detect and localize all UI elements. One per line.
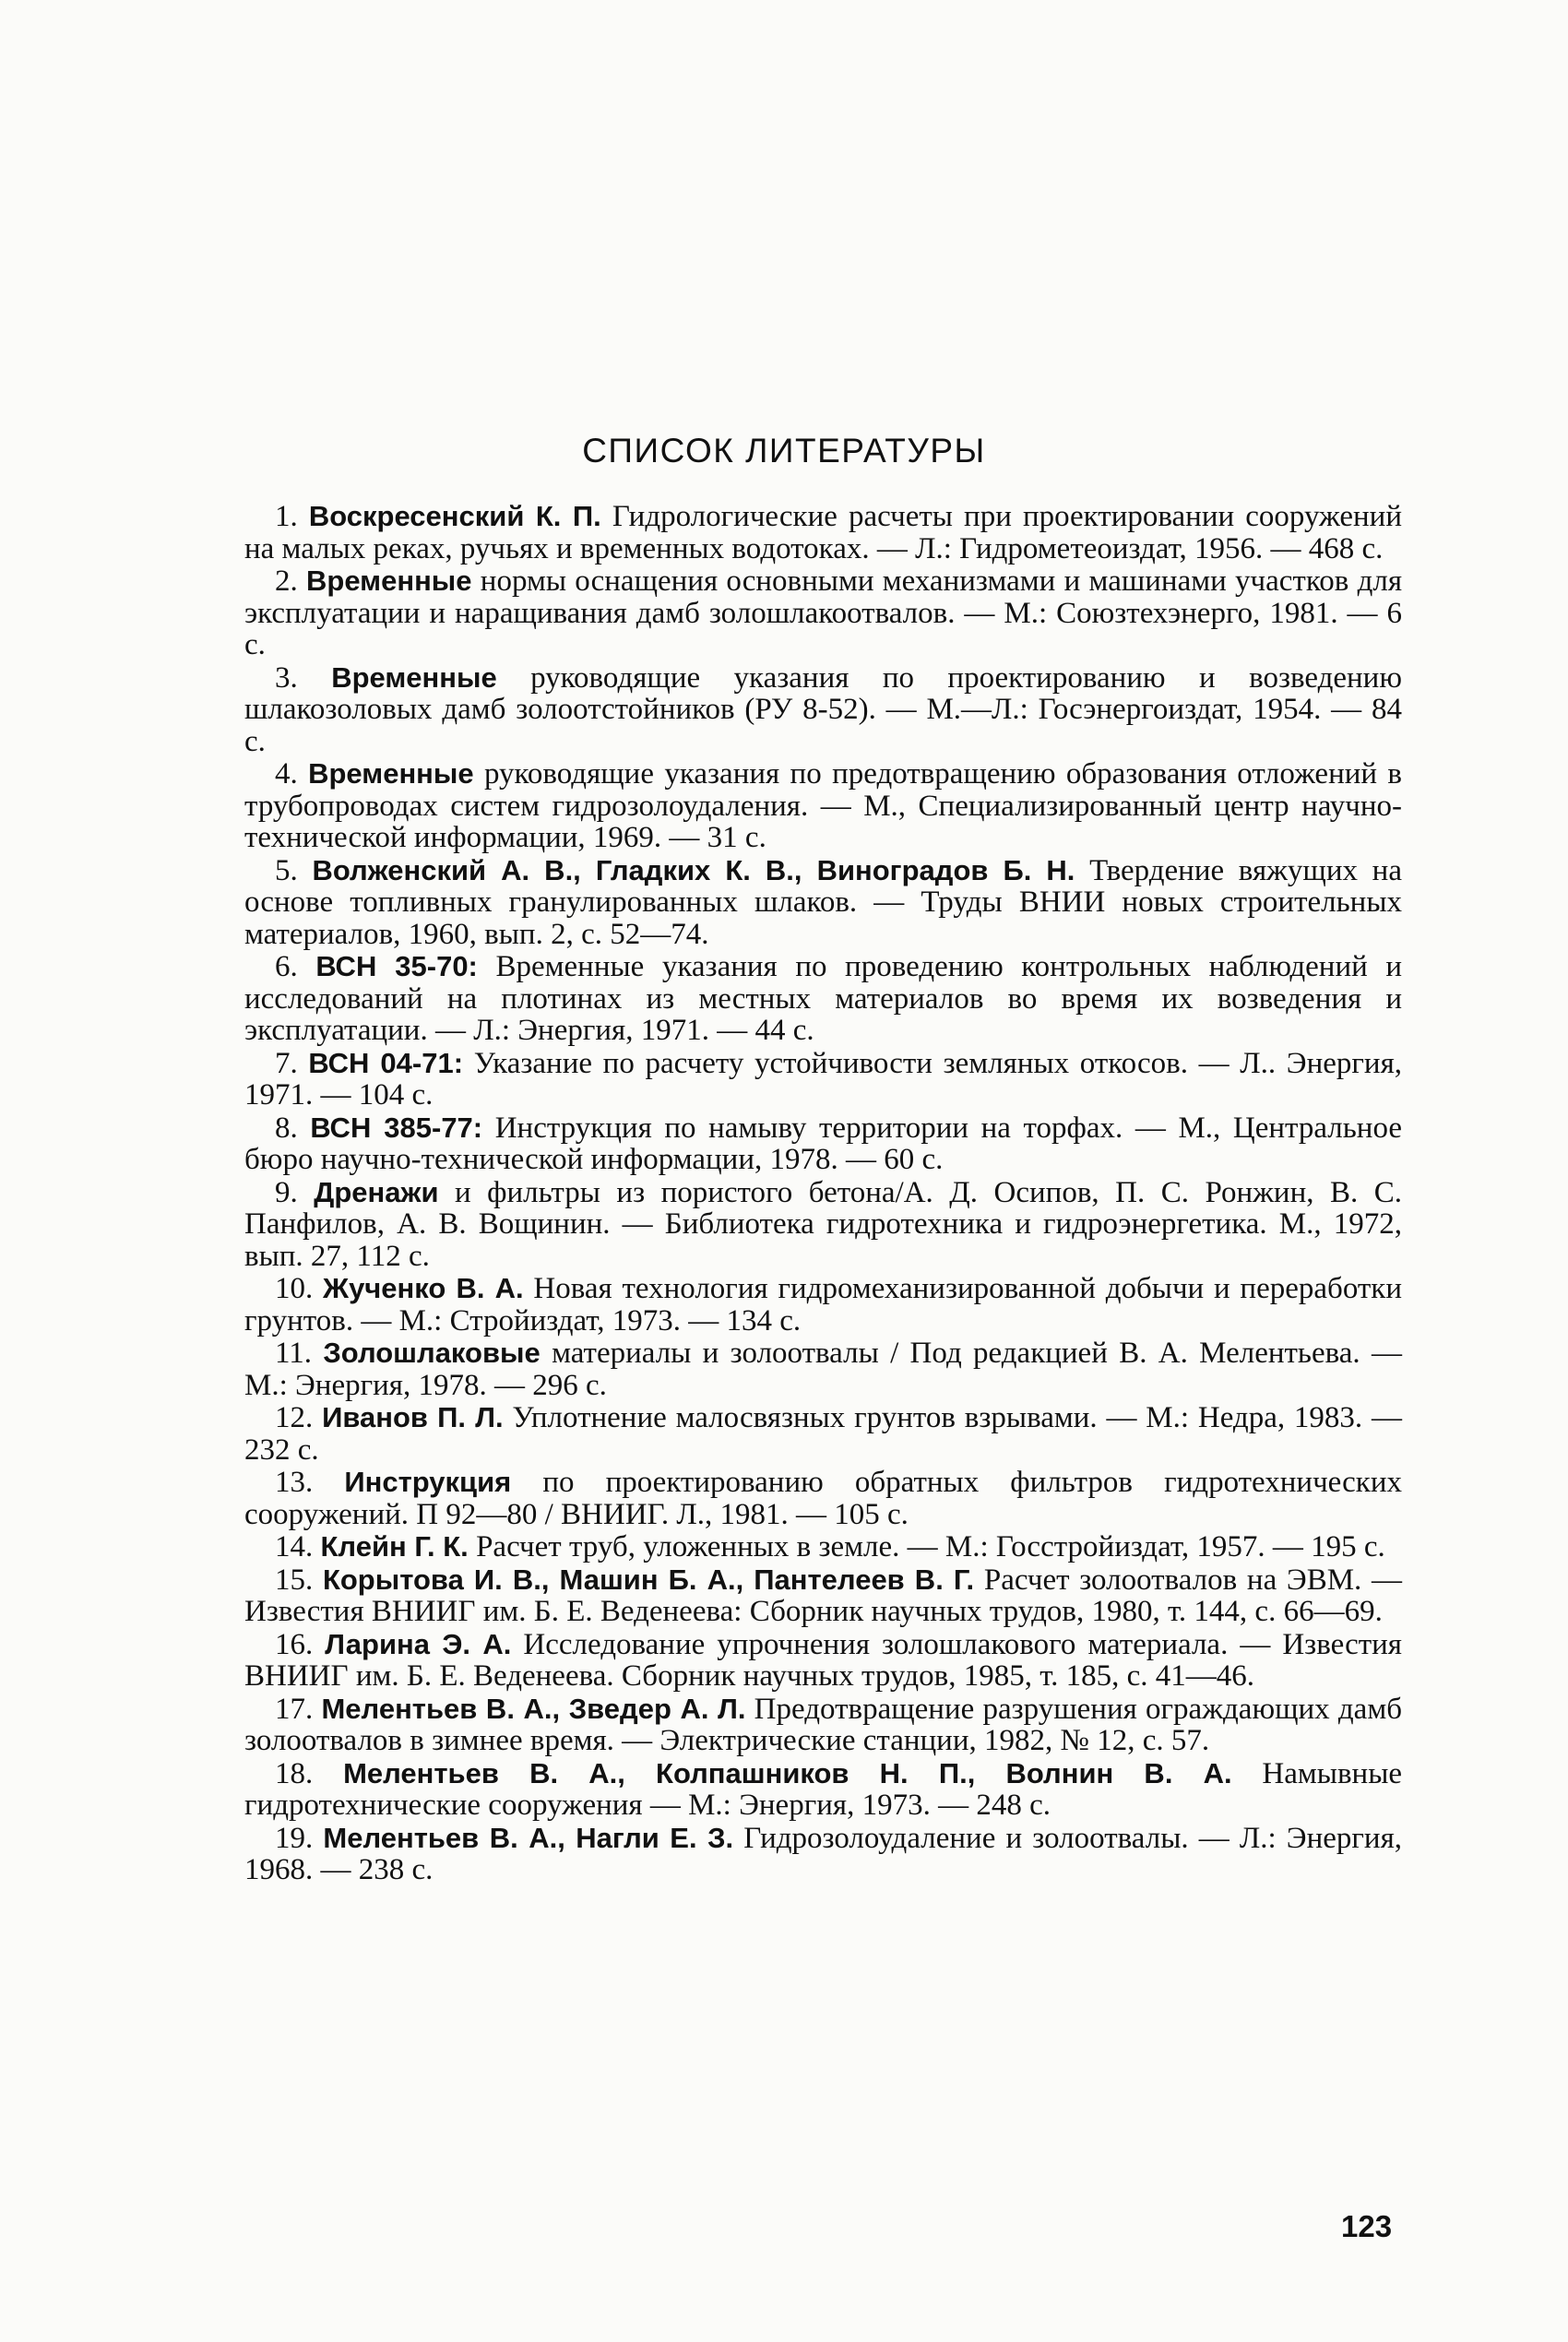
entry-citation: Исследование упрочнения золошлакового материала. — Известия ВНИИГ им. Б. Е. Веденеева. Сборник научных трудов, 1985, т. 185, с. 41—46. [244, 1627, 1402, 1693]
entry-text [244, 1531, 1402, 1563]
entry-author: Дренажи [314, 1175, 439, 1208]
entry-citation: по проектированию обратных фильтров гидротехнических сооружений. П 92—80 / ВНИИГ. Л., 1981. — 105 с. [244, 1466, 1402, 1531]
bibliography-entry [244, 1402, 1402, 1466]
entry-citation: Расчет труб, уложенных в земле. — М.: Госстройиздат, 1957. — 195 с. [468, 1530, 1385, 1563]
entry-author: Мелентьев В. А., Зведер А. Л. [321, 1692, 746, 1725]
bibliography-entry [244, 855, 1402, 951]
entry-number: 12. [275, 1401, 314, 1434]
entry-number: 10. [275, 1272, 314, 1305]
entry-citation: Расчет золоотвалов на ЭВМ. — Известия ВНИИГ им. Б. Е. Веденеева: Сборник научных трудов, 1980, т. 144, с. 66—69. [244, 1563, 1402, 1628]
bibliography-entry [244, 662, 1402, 758]
entry-text [244, 758, 1402, 854]
entry-author: Иванов П. Л. [322, 1401, 504, 1433]
entry-number: 5. [275, 853, 298, 887]
entry-number: 6. [275, 950, 298, 983]
entry-citation: Предотвращение разрушения ограждающих дамб золоотвалов в зимнее время. — Электрические станции, 1982, № 12, с. 57. [244, 1692, 1403, 1757]
entry-number: 2. [275, 565, 298, 598]
entry-text [244, 1467, 1402, 1530]
entry-number: 15. [275, 1563, 314, 1597]
entry-number: 16. [275, 1627, 314, 1661]
entry-citation: Указание по расчету устойчивости земляных откосов. — Л.. Энергия, 1971. — 104 с. [244, 1046, 1403, 1112]
entry-number: 8. [275, 1111, 298, 1145]
bibliography-entry [244, 1564, 1402, 1628]
entry-author: Временные [331, 660, 497, 694]
entry-number: 3. [275, 660, 298, 695]
entry-citation: материалы и золоотвалы / Под редакцией В. А. Мелентьева. — М.: Энергия, 1978. — 296 с. [244, 1337, 1402, 1402]
bibliography-entry [244, 1758, 1402, 1822]
entry-author: Клейн Г. К. [320, 1530, 469, 1563]
entry-author: Волженский А. В., Гладких К. В., Виноградов Б. Н. [312, 853, 1075, 886]
bibliography-entry [244, 1823, 1402, 1886]
bibliography-entry [244, 501, 1402, 565]
entry-text [244, 1823, 1402, 1886]
entry-text [244, 1177, 1402, 1273]
entry-citation: и фильтры из пористого бетона/А. Д. Осипов, П. С. Ронжин, В. С. Панфилов, А. В. Вощинин. — Библиотека гидротехника и гидроэнергетика. М., 1972, вып. 27, 112 с. [244, 1175, 1402, 1273]
bibliography-entry [244, 758, 1402, 854]
entry-citation: Намывные гидротехнические сооружения — М.: Энергия, 1973. — 248 с. [244, 1756, 1403, 1822]
entry-text [244, 1273, 1402, 1337]
entry-author: Мелентьев В. А., Нагли Е. З. [323, 1821, 734, 1854]
entry-author: Ларина Э. А. [325, 1627, 512, 1660]
bibliography-entry [244, 1048, 1402, 1112]
bibliography-entry [244, 565, 1402, 661]
entry-text [244, 1048, 1402, 1112]
entry-number: 7. [275, 1046, 298, 1080]
bibliography-list [244, 501, 1402, 1887]
entry-author: ВСН 04-71: [308, 1046, 464, 1079]
entry-citation: Уплотнение малосвязных грунтов взрывами. — М.: Недра, 1983. — 232 с. [244, 1401, 1402, 1467]
entry-citation: руководящие указания по проектированию и возведению шлакозоловых дамб золоотстойников (РУ 8-52). — М.—Л.: Госэнергоиздат, 1954. — 84 с. [244, 660, 1402, 758]
entry-text [244, 1402, 1402, 1466]
entry-author: Временные [306, 565, 472, 597]
bibliography-entry [244, 1177, 1402, 1273]
entry-text [244, 855, 1402, 951]
bibliography-entry [244, 1273, 1402, 1337]
entry-number: 14. [275, 1530, 314, 1563]
entry-text [244, 1758, 1402, 1822]
entry-number: 18. [275, 1756, 314, 1790]
entry-citation: Гидрозолоудаление и золоотвалы. — Л.: Энергия, 1968. — 238 с. [244, 1821, 1402, 1886]
entry-text [244, 951, 1402, 1047]
entry-text [244, 1112, 1402, 1176]
entry-author: Мелентьев В. А., Колпашников Н. П., Волнин В. А. [343, 1756, 1232, 1789]
entry-number: 13. [275, 1466, 314, 1499]
entry-text [244, 1564, 1402, 1628]
entry-number: 9. [275, 1175, 298, 1209]
bibliography-entry [244, 1531, 1402, 1563]
entry-citation: Гидрологические расчеты при проектировании сооружений на малых реках, ручьях и временных водотоках. — Л.: Гидрометеоиздат, 1956. — 468 с. [244, 500, 1403, 565]
bibliography-entry [244, 1467, 1402, 1530]
entry-author: Золошлаковые [323, 1337, 540, 1369]
entry-text [244, 662, 1402, 758]
entry-author: Инструкция [344, 1466, 512, 1498]
entry-number: 19. [275, 1821, 314, 1855]
entry-number: 11. [275, 1337, 313, 1370]
entry-number: 4. [275, 757, 298, 791]
entry-citation: Инструкция по намыву территории на торфах. — М., Центральное бюро научно-технической информации, 1978. — 60 с. [244, 1111, 1402, 1176]
entry-text [244, 1694, 1402, 1757]
entry-citation: руководящие указания по предотвращению образования отложений в трубопроводах систем гидрозолоудаления. — М., Специализированный центр научно-технической информации, 1969. — 31 с. [244, 757, 1402, 854]
entry-author: Корытова И. В., Машин Б. А., Пантелеев В. Г. [322, 1563, 975, 1596]
bibliography-entry [244, 1337, 1402, 1401]
bibliography-heading: СПИСОК ЛИТЕРАТУРЫ [582, 432, 986, 470]
entry-author: Временные [308, 757, 474, 790]
entry-citation: Твердение вяжущих на основе топливных гранулированных шлаков. — Труды ВНИИ новых строительных материалов, 1960, вып. 2, с. 52—74. [244, 853, 1402, 951]
entry-author: ВСН 35-70: [315, 950, 478, 982]
entry-number: 1. [275, 500, 298, 533]
bibliography-entry [244, 951, 1402, 1047]
entry-citation: нормы оснащения основными механизмами и машинами участков для эксплуатации и наращивания дамб золошлакоотвалов. — М.: Союзтехэнерго, 1981. — 6 с. [244, 565, 1403, 661]
entry-text [244, 565, 1402, 661]
bibliography-entry [244, 1694, 1402, 1757]
entry-citation: Временные указания по проведению контрольных наблюдений и исследований на плотинах из местных материалов во время их возведения и эксплуатации. — Л.: Энергия, 1971. — 44 с. [244, 950, 1403, 1047]
entry-text [244, 1629, 1402, 1693]
bibliography-entry [244, 1629, 1402, 1693]
entry-citation: Новая технология гидромеханизированной добычи и переработки грунтов. — М.: Стройиздат, 1973. — 134 с. [244, 1272, 1403, 1337]
entry-text [244, 1337, 1402, 1401]
entry-number: 17. [275, 1692, 314, 1726]
entry-text [244, 501, 1402, 565]
entry-author: Жученко В. А. [323, 1272, 524, 1304]
entry-author: ВСН 385-77: [310, 1111, 483, 1144]
page-number: 123 [1341, 2209, 1393, 2243]
entry-author: Воскресенский К. П. [308, 500, 601, 532]
bibliography-entry [244, 1112, 1402, 1176]
